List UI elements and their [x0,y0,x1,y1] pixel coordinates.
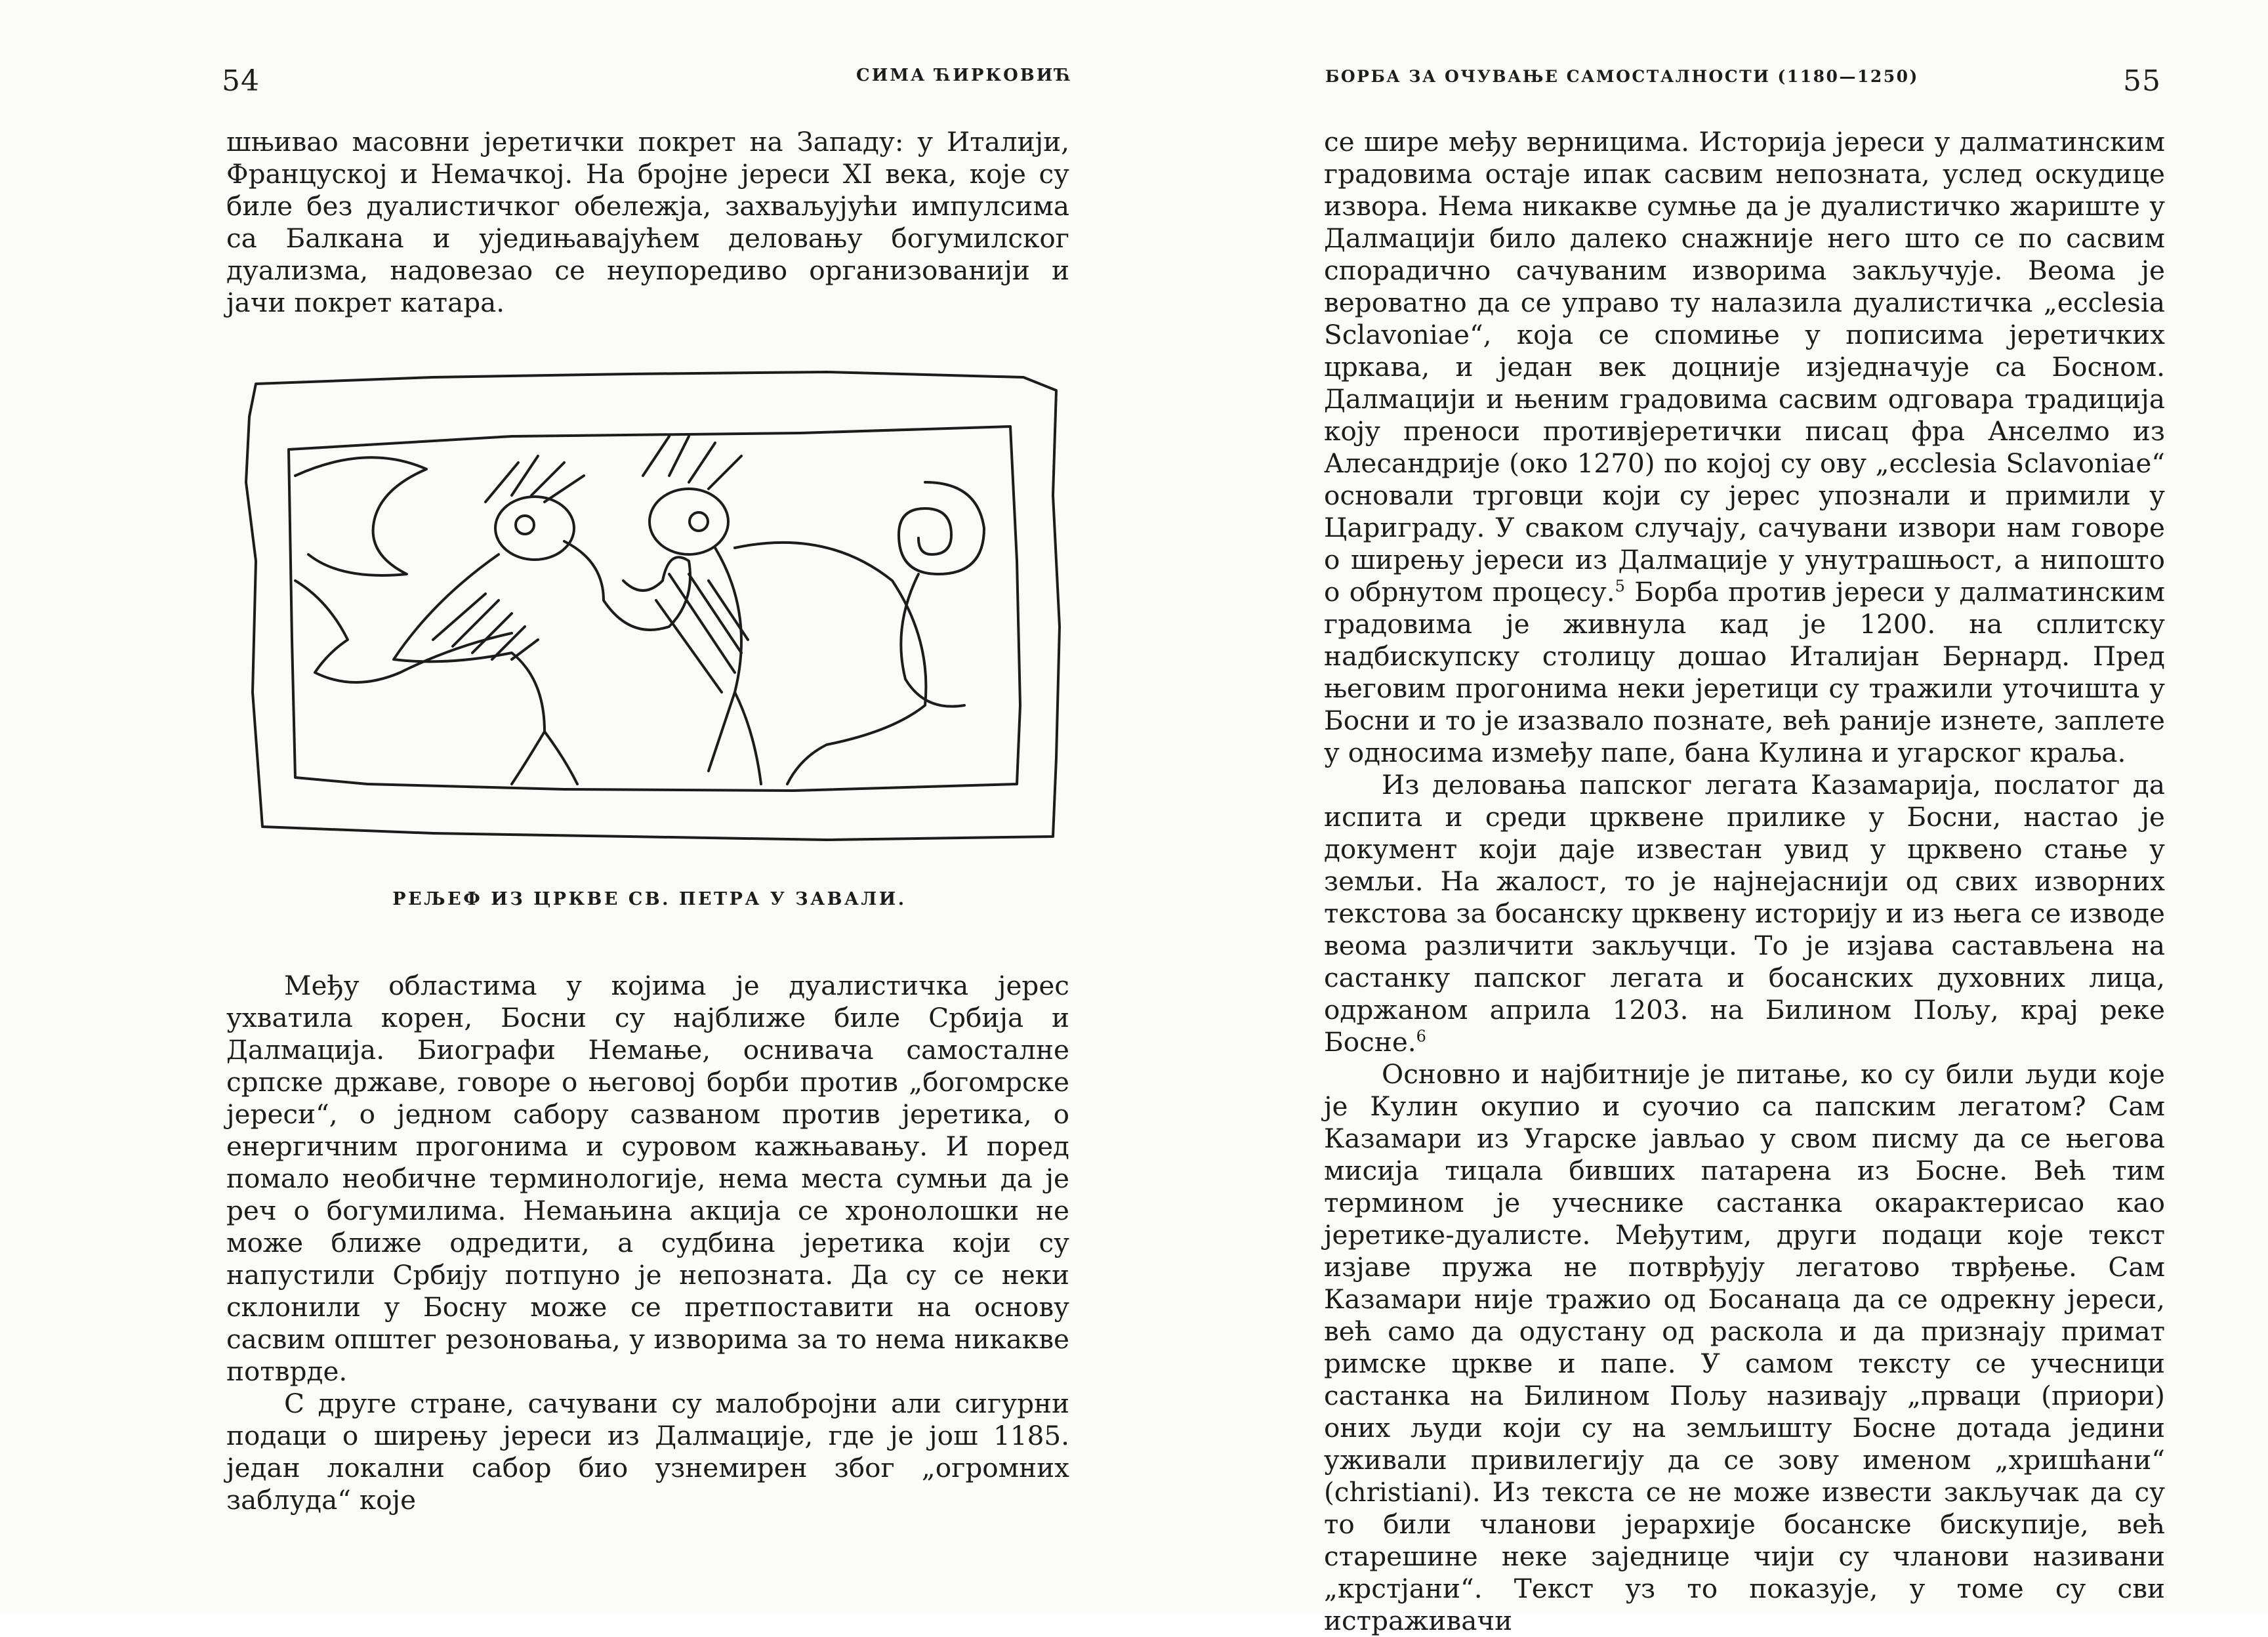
slab-inner-frame [289,426,1020,791]
running-head: БОРБА ЗА ОЧУВАЊЕ САМОСТАЛНОСТИ (1180—1250) [1325,67,1919,86]
right-page [1134,0,2268,1636]
top-paragraph-block [226,126,1069,319]
right-beast-tail [901,574,964,707]
right-bird-eye [690,512,708,531]
right-paragraph-2-text: Из деловања папског легата Казамарија, послатог да испита и среди црквене прилике у Босни, настао је документ који даје известан увид у црквено стање у земљи. На жалост, то је најнејаснији од свих изворних текстова за босанску црквену историју и из њега се изводе веома различити закључци. То је изјава састављена на састанку папског легата и босанских духовних лица, одржаном априла 1203. на Билином Пољу, крај реке Босне. [1324,769,2165,1058]
top-paragraph: шњивао масовни јеретички покрет на Западу: у Италији, Француској и Немачкој. На бројне јереси XI века, које су биле без дуалистичког обележја, захваљујући импулсима са Балкана и уједињавајућем деловању богумилског дуализма, надовезао се неупоредиво организованији и јачи покрет катара. [226,126,1069,318]
right-beast-body [735,543,926,784]
figure-caption: РЕЉЕФ ИЗ ЦРКВЕ СВ. ПЕТРА У ЗАВАЛИ. [392,889,907,909]
right-paragraph-3: Основно и најбитније је питање, ко су били људи које је Кулин окупио и суочио са папским легатом? Сам Казамари из Угарске јављао у свом писму да се његова мисија тицала бивших патарена из Босне. Већ тим термином је учеснике састанка окарактерисао као јеретике-дуалисте. Међутим, други подаци које текст изјаве пружа не потврђују легатово тврђење. Сам Казамари није тражио од Босанаца да се одрекну јереси, већ само да одустану од раскола и да признају примат римске цркве и папе. У самом тексту се учесници састанка на Билином Пољу називају „прваци (приори) оних људи који су на земљишту Босне дотада једини уживали привилегију да се зову именом „хришћани“ (christiani). Из текста се не може извести закључак да су то били чланови јерархије босанске бискупије, већ старешине неке заједнице чији су чланови називани „крстјани“. Текст уз то показује, у томе су сви истраживачи [1324,1058,2165,1636]
page-number: 54 [222,64,260,98]
left-bird-wing [433,594,538,659]
left-beast-tail [295,581,512,682]
running-head: СИМА ЋИРКОВИЋ [856,66,1073,85]
left-page [0,0,1134,1614]
right-spiral [899,482,984,574]
left-body-block [226,970,1069,1516]
right-body-block [1324,126,2165,1637]
page-number: 55 [2123,64,2161,98]
relief-figure [236,364,1063,850]
footnote-ref-6: 6 [1416,1027,1426,1046]
left-bird-crest [485,456,584,502]
left-bird-body [394,554,577,784]
right-paragraph-1-cont: Борба против јереси у далматинским градовима је живнула кад је 1200. на сплитску надбискупску столицу дошао Италијан Бернард. Пред његовим прогонима неки јеретици су тражили уточишта у Босни и то је изазвало познате, већ раније изнете, заплете у односима између папе, бана Кулина и угарског краља. [1324,576,2165,768]
left-paragraph-2: С друге стране, сачувани су малобројни али сигурни подаци о ширењу јереси из Далмације, где је још 1185. један локални сабор био узнемирен због „огромних заблуда“ које [226,1388,1069,1516]
left-paragraph-1: Међу областима у којима је дуалистичка јерес ухватила корен, Босни су најближе биле Србија и Далмација. Биографи Немање, оснивача самосталне српске државе, говоре о његовој борби против „богомрске јереси“, о једном сабору сазваном против јеретика, о енергичним прогонима и суровом кажњавању. И поред помало необичне терминологије, нема места сумњи да је реч о богумилима. Немањина акција се хронолошки не може ближе одредити, а судбина јеретика који су напустили Србију потпуно је непозната. Да су се неки склонили у Босну може се претпоставити на основу сасвим општег резоновања, у изворима за то нема никакве потврде. [226,970,1069,1387]
slab-outline [246,372,1060,840]
relief-illustration [236,364,1063,850]
beaks [564,541,690,630]
right-paragraph-1 [1324,126,2165,769]
right-paragraph-1-text: се шире међу верницима. Историја јереси у далматинским градовима остаје ипак сасвим непозната, услед оскудице извора. Нема никакве сумње да је дуалистичко жариште у Далмацији било далеко снажније него што се по сасвим спорадично сачуваним изворима закључује. Веома је вероватно да се управо ту налазила дуалистичка „ecclesia Sclavoniae“, која се спомиње у пописима јеретичких цркава, и један век доцније изједначује са Босном. Далмацији и њеним градовима сасвим одговара традиција коју преноси противјеретички писац фра Анселмо из Алесандрије (око 1270) по којој су ову „ecclesia Sclavoniae“ основали трговци који су јерес упознали и примили у Цариграду. У сваком случају, сачувани извори нам говоре о ширењу јереси из Далмације у унутрашњост, а нипошто о обрнутом процесу. [1324,126,2165,608]
right-bird-body [709,548,761,784]
right-paragraph-2 [1324,769,2165,1058]
left-bird-eye [516,516,534,534]
footnote-ref-5: 5 [1615,577,1625,596]
right-bird-crest [643,436,741,489]
left-crescent [295,457,426,575]
